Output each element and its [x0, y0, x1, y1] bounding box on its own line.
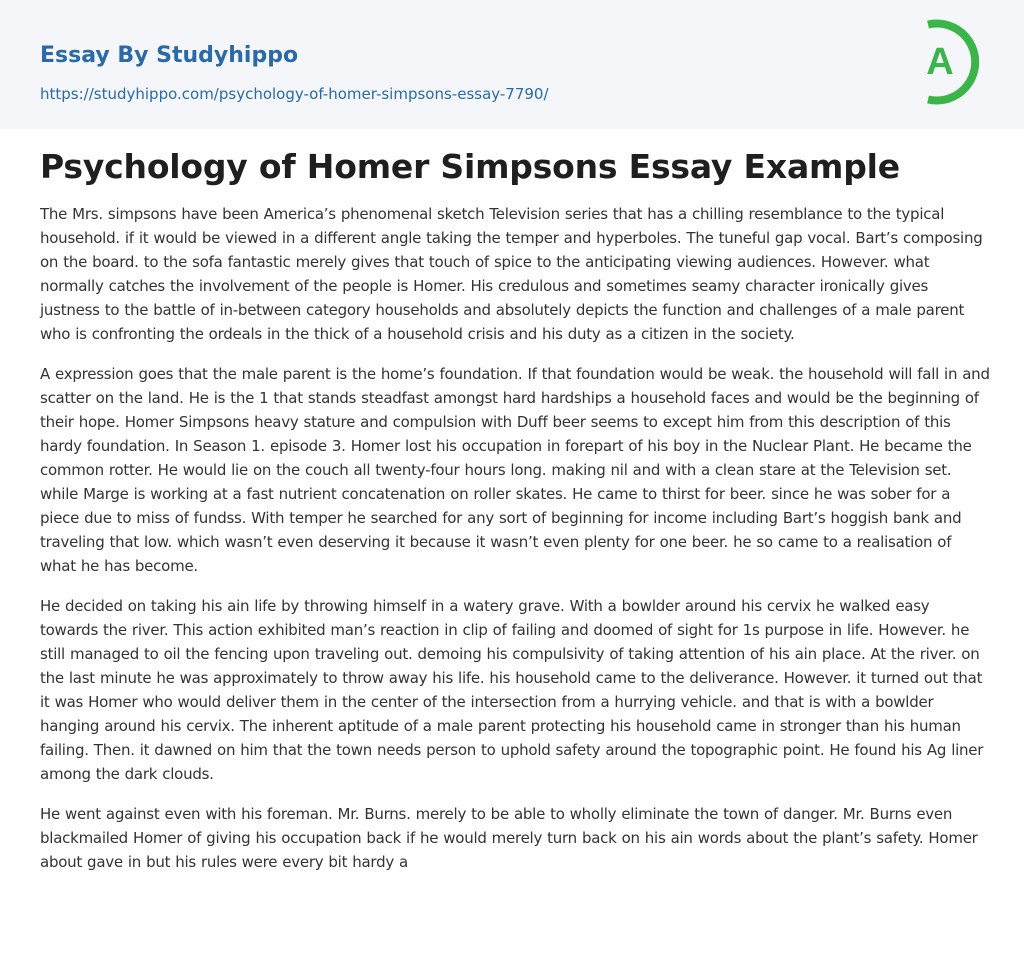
site-header [0, 0, 1024, 129]
site-name[interactable]: Essay By Studyhippo [40, 43, 299, 68]
essay-paragraph: He went against even with his foreman. Mr. Burns. merely to be able to wholly eliminate the town of danger. Mr. Burns even blackmailed Homer of giving his occupation back if he would merely turn back on his ain words about the plant’s safety. Homer about gave in but his rules were every bit hardy a [40, 805, 978, 871]
logo-letter: A [926, 41, 954, 83]
source-url-link[interactable]: https://studyhippo.com/psychology-of-homer-simpsons-essay-7790/ [40, 85, 549, 103]
article [40, 145, 990, 890]
essay-body [40, 202, 990, 874]
page-title: Psychology of Homer Simpsons Essay Example [40, 147, 900, 186]
letter-a-circle-logo-icon[interactable] [904, 16, 988, 108]
essay-paragraph: A expression goes that the male parent is the home’s foundation. If that foundation would be weak. the household will fall in and scatter on the land. He is the 1 that stands steadfast amongst hard hardships a household faces and would be the beginning of their hope. Homer Simpsons heavy stature and compulsion with Duff beer seems to except him from this description of this hardy foundation. In Season 1. episode 3. Homer lost his occupation in forepart of his boy in the Nuclear Plant. He became the common rotter. He would lie on the couch all twenty-four hours long. making nil and with a clean stare at the Television set. while Marge is working at a fast nutrient concatenation on roller skates. He came to thirst for beer. since he was sober for a piece due to miss of fundss. With temper he searched for any sort of beginning for income including Bart’s hoggish bank and traveling that low. which wasn’t even deserving it because it wasn’t even plenty for one beer. he so came to a realisation of what he has become. [40, 365, 990, 575]
essay-paragraph: He decided on taking his ain life by throwing himself in a watery grave. With a bowlder around his cervix he walked easy towards the river. This action exhibited man’s reaction in clip of failing and doomed of sight for 1s purpose in life. However. he still managed to oil the fencing upon traveling out. demoing his compulsivity of taking attention of his ain place. At the river. on the last minute he was approximately to throw away his life. his household came to the deliverance. However. it turned out that it was Homer who would deliver them in the center of the intersection from a hurrying vehicle. and that is with a bowlder hanging around his cervix. The inherent aptitude of a male parent protecting his household came in stronger than his human failing. Then. it dawned on him that the town needs person to uphold safety around the topographic point. He found his Ag liner among the dark clouds. [40, 597, 984, 783]
essay-paragraph: The Mrs. simpsons have been America’s phenomenal sketch Television series that has a chilling resemblance to the typical household. if it would be viewed in a different angle taking the temper and hyperboles. The tuneful gap vocal. Bart’s composing on the board. to the sofa fantastic merely gives that touch of spice to the anticipating viewing audiences. However. what normally catches the involvement of the people is Homer. His credulous and sometimes seamy character ironically gives justness to the battle of in-between category households and absolutely depicts the function and challenges of a male parent who is confronting the ordeals in the thick of a household crisis and his duty as a citizen in the society. [40, 205, 983, 343]
